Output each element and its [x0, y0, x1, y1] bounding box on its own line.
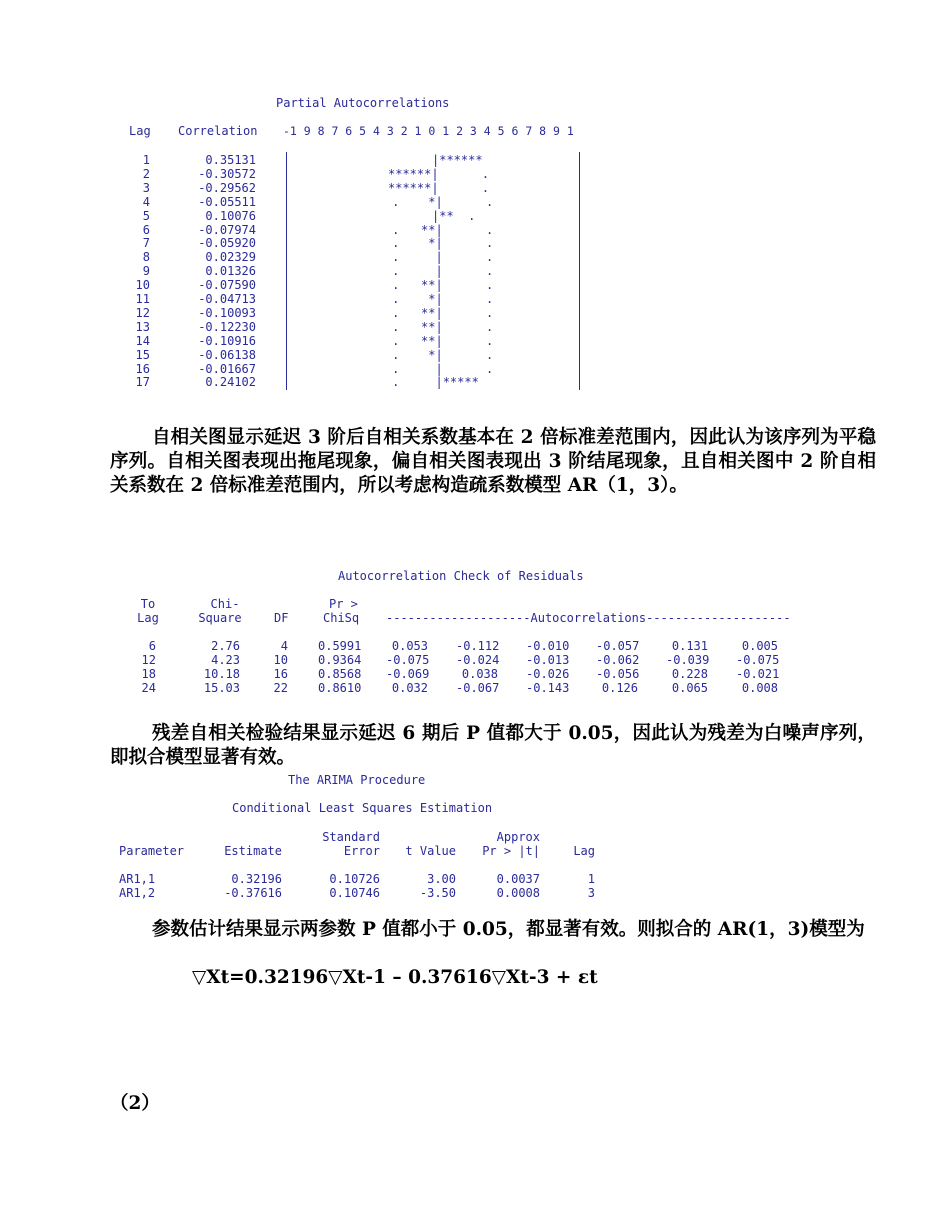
- resid-autocorr: 0.032: [391, 681, 428, 695]
- pacf-bar: |** .: [432, 208, 476, 223]
- resid-p: 0.8610: [318, 681, 362, 695]
- resid-df: 16: [273, 667, 288, 681]
- pacf-bar: . **| .: [356, 305, 494, 320]
- resid-chisq: 15.03: [203, 681, 240, 695]
- pacf-lag: 15: [135, 347, 150, 362]
- pacf-lag: 11: [135, 292, 150, 306]
- pacf-correlation: 0.35131: [205, 153, 256, 167]
- resid-p: 0.5991: [318, 639, 362, 653]
- resid-df: 4: [280, 639, 288, 653]
- pacf-lag: 13: [135, 319, 150, 334]
- est-h-lag: Lag: [573, 844, 595, 858]
- section-marker: （2）: [110, 1093, 160, 1114]
- pacf-lag: 9: [142, 264, 150, 279]
- resid-lag: 18: [141, 667, 156, 681]
- estimation-title: Conditional Least Squares Estimation: [232, 801, 493, 815]
- pacf-lag: 1: [142, 153, 150, 167]
- resid-autocorr: -0.069: [386, 667, 430, 681]
- paragraph-2: 残差自相关检验结果显示延迟 6 期后 P 值都大于 0.05，因此认为残差为白噪声序列，即拟合模型显著有效。: [110, 723, 876, 768]
- pacf-lag: 12: [135, 305, 150, 320]
- pacf-header-lag: Lag: [129, 124, 151, 138]
- resid-autocorr: -0.067: [456, 681, 500, 695]
- pacf-bar: . **| .: [356, 333, 494, 348]
- pacf-bar: . **| .: [356, 278, 494, 293]
- pacf-bar: . *| .: [356, 236, 494, 251]
- est-h-error: Error: [343, 844, 380, 858]
- resid-autocorr: 0.008: [741, 681, 778, 695]
- est-stderr: 0.10746: [329, 886, 380, 900]
- model-formula: ▽Xt=0.32196▽Xt-1 – 0.37616▽Xt-3 + εt: [192, 967, 598, 988]
- resid-autocorr: -0.056: [596, 667, 640, 681]
- pacf-scale: -1 9 8 7 6 5 4 3 2 1 0 1 2 3 4 5 6 7 8 9 1: [283, 124, 574, 138]
- pacf-lag: 3: [142, 180, 150, 195]
- est-lag: 1: [587, 872, 595, 886]
- pacf-lag: 10: [135, 278, 150, 293]
- est-tvalue: 3.00: [427, 872, 456, 886]
- resid-h-autocorrelations: --------------------Autocorrelations--------------------: [386, 611, 791, 625]
- pacf-lag: 17: [135, 375, 150, 390]
- resid-autocorr: 0.053: [391, 639, 428, 653]
- resid-chisq: 4.23: [211, 653, 240, 667]
- pacf-bar: ******| .: [388, 180, 490, 195]
- resid-h-pr1: Pr >: [329, 597, 358, 611]
- resid-autocorr: 0.131: [671, 639, 708, 653]
- resid-chisq: 2.76: [211, 639, 240, 653]
- pacf-bar: . | .: [356, 361, 494, 376]
- resid-h-chi2: Square: [198, 611, 242, 625]
- pacf-lag: 4: [142, 194, 150, 209]
- pacf-lag: 16: [135, 361, 150, 376]
- resid-autocorr: -0.021: [736, 667, 780, 681]
- resid-autocorr: -0.013: [526, 653, 570, 667]
- pacf-bar: . | .: [356, 264, 494, 279]
- pacf-frame-right: [579, 152, 580, 390]
- resid-autocorr: -0.057: [596, 639, 640, 653]
- resid-h-to: To: [140, 597, 156, 611]
- paragraph-3: 参数估计结果显示两参数 P 值都小于 0.05，都显著有效。则拟合的 AR(1，3)模型为: [152, 919, 865, 940]
- pacf-correlation: 0.01326: [205, 264, 256, 279]
- pacf-correlation: -0.05511: [198, 194, 256, 209]
- resid-autocorr: -0.112: [456, 639, 500, 653]
- pacf-correlation: 0.24102: [205, 375, 256, 390]
- pacf-bar: ******| .: [388, 166, 490, 181]
- resid-autocorr: -0.026: [526, 667, 570, 681]
- resid-title: Autocorrelation Check of Residuals: [338, 569, 584, 583]
- resid-autocorr: 0.065: [671, 681, 708, 695]
- est-estimate: 0.32196: [231, 872, 282, 886]
- pacf-lag: 2: [142, 166, 150, 181]
- resid-autocorr: -0.024: [456, 653, 500, 667]
- pacf-correlation: 0.10076: [205, 208, 256, 223]
- est-h-approx: Approx: [496, 830, 540, 844]
- resid-autocorr: -0.075: [386, 653, 430, 667]
- pacf-correlation: -0.07974: [198, 222, 256, 237]
- resid-p: 0.8568: [318, 667, 362, 681]
- resid-autocorr: -0.010: [526, 639, 570, 653]
- pacf-correlation: -0.12230: [198, 319, 256, 334]
- resid-df: 22: [273, 681, 288, 695]
- arima-procedure-title: The ARIMA Procedure: [288, 773, 426, 787]
- resid-autocorr: -0.062: [596, 653, 640, 667]
- pacf-correlation: 0.02329: [205, 250, 256, 265]
- est-lag: 3: [587, 886, 595, 900]
- est-stderr: 0.10726: [329, 872, 380, 886]
- est-h-standard: Standard: [322, 830, 380, 844]
- resid-h-df: DF: [274, 611, 289, 625]
- pacf-lag: 14: [135, 333, 150, 348]
- pacf-correlation: -0.10093: [198, 305, 256, 320]
- resid-autocorr: -0.143: [526, 681, 570, 695]
- est-tvalue: -3.50: [419, 886, 456, 900]
- pacf-correlation: -0.29562: [198, 180, 256, 195]
- resid-lag: 6: [148, 639, 156, 653]
- pacf-title: Partial Autocorrelations: [276, 96, 450, 110]
- resid-autocorr: 0.005: [741, 639, 778, 653]
- resid-h-chi1: Chi-: [210, 597, 240, 611]
- est-h-estimate: Estimate: [224, 844, 282, 858]
- resid-lag: 24: [141, 681, 156, 695]
- resid-autocorr: -0.075: [736, 653, 780, 667]
- est-h-tvalue: t Value: [405, 844, 456, 858]
- resid-autocorr: 0.038: [461, 667, 498, 681]
- pacf-bar: . |*****: [356, 375, 479, 390]
- est-h-pr: Pr > |t|: [482, 844, 540, 858]
- est-pvalue: 0.0037: [496, 872, 540, 886]
- pacf-bar: |******: [432, 153, 483, 167]
- pacf-correlation: -0.05920: [198, 236, 256, 251]
- pacf-correlation: -0.06138: [198, 347, 256, 362]
- resid-p: 0.9364: [318, 653, 362, 667]
- est-parameter: AR1,1: [119, 872, 156, 886]
- est-parameter: AR1,2: [119, 886, 156, 900]
- resid-chisq: 10.18: [203, 667, 240, 681]
- pacf-lag: 6: [142, 222, 150, 237]
- resid-h-pr2: ChiSq: [323, 611, 360, 625]
- resid-autocorr: 0.228: [671, 667, 708, 681]
- pacf-header-correlation: Correlation: [178, 124, 258, 138]
- pacf-bar: . **| .: [356, 319, 494, 334]
- pacf-bar: . *| .: [356, 292, 494, 306]
- resid-lag: 12: [141, 653, 156, 667]
- pacf-frame-left: [286, 152, 287, 390]
- pacf-lag: 7: [142, 236, 150, 251]
- pacf-correlation: -0.07590: [198, 278, 256, 293]
- pacf-correlation: -0.01667: [198, 361, 256, 376]
- pacf-lag: 5: [142, 208, 150, 223]
- resid-autocorr: -0.039: [666, 653, 710, 667]
- resid-h-lag: Lag: [137, 611, 159, 625]
- pacf-bar: . | .: [356, 250, 494, 265]
- pacf-bar: . **| .: [356, 222, 494, 237]
- pacf-correlation: -0.30572: [198, 166, 256, 181]
- pacf-correlation: -0.04713: [198, 292, 256, 306]
- pacf-bar: . *| .: [356, 194, 494, 209]
- pacf-lag: 8: [142, 250, 150, 265]
- resid-df: 10: [273, 653, 288, 667]
- resid-autocorr: 0.126: [601, 681, 638, 695]
- est-estimate: -0.37616: [224, 886, 282, 900]
- est-pvalue: 0.0008: [496, 886, 540, 900]
- est-h-parameter: Parameter: [119, 844, 185, 858]
- pacf-correlation: -0.10916: [198, 333, 256, 348]
- paragraph-1: 自相关图显示延迟 3 阶后自相关系数基本在 2 倍标准差范围内，因此认为该序列为平稳序列。自相关图表现出拖尾现象，偏自相关图表现出 3 阶结尾现象，且自相关图中 2 阶自相关系数在 2 倍标准差范围内，所以考虑构造疏系数模型 AR（1，3）。: [110, 427, 876, 496]
- pacf-bar: . *| .: [356, 347, 494, 362]
